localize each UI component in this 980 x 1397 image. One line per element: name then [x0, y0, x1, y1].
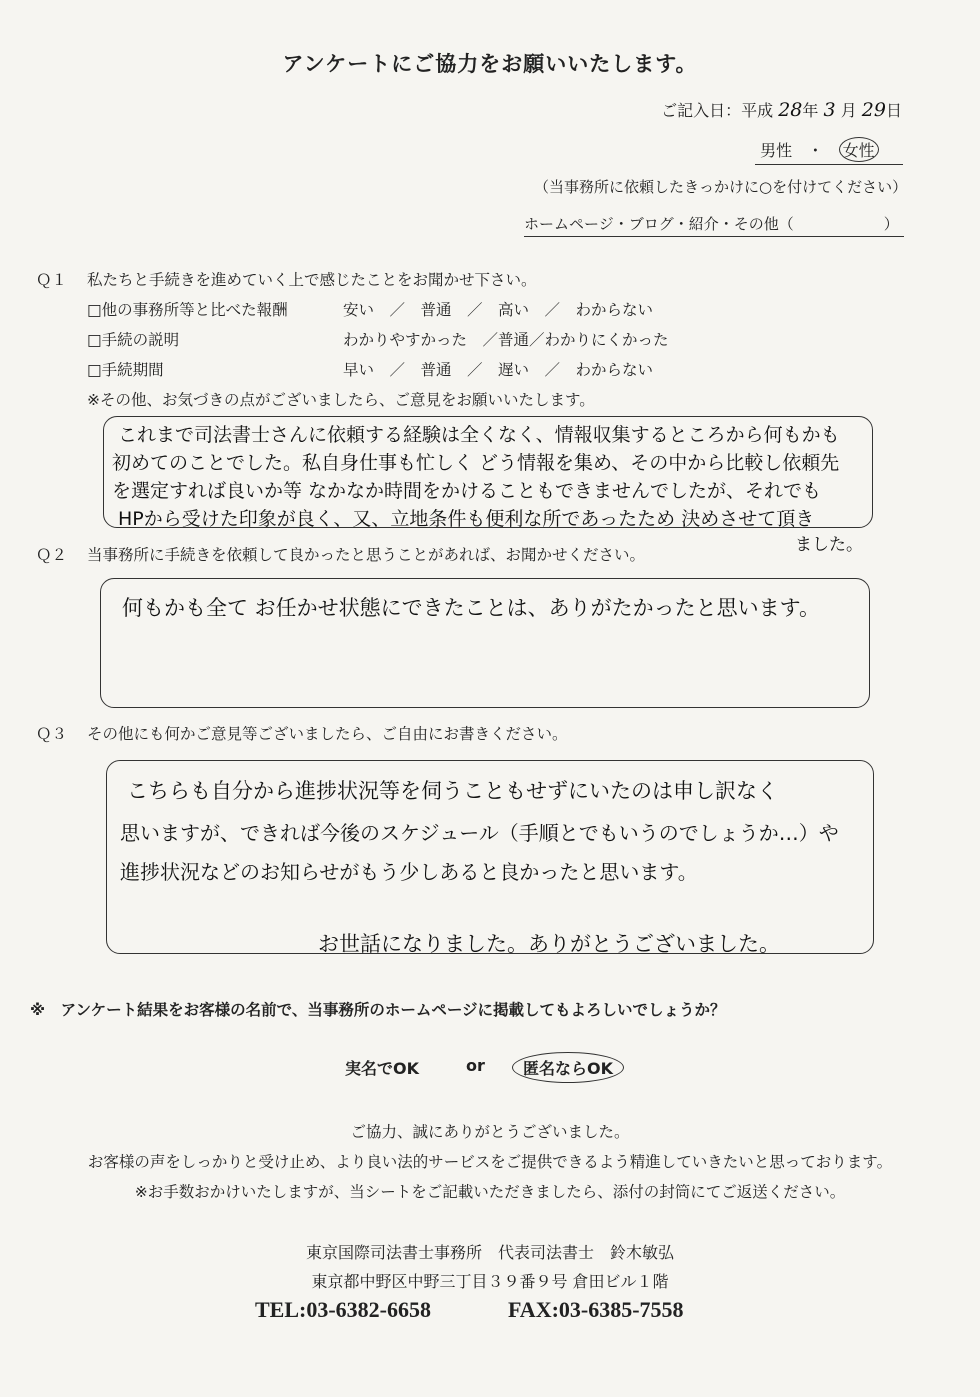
office-address: 東京都中野区中野三丁目３９番９号 倉田ビル１階 — [311, 1272, 669, 1291]
gender-male[interactable]: 男性 — [760, 141, 793, 160]
q3-answer-line: お世話になりました。ありがとうございました。 — [318, 932, 780, 956]
date-month-unit: 月 — [840, 101, 857, 120]
q1-fee-options[interactable]: 安い ／ 普通 ／ 高い ／ わからない — [343, 301, 654, 319]
gender-female-circled[interactable]: 女性 — [839, 137, 879, 162]
page-title: アンケートにご協力をお願いいたします。 — [282, 52, 698, 76]
q3-question: その他にも何かご意見等ございましたら、ご自由にお書きください。 — [87, 725, 568, 743]
referral-instruction: （当事務所に依頼したきっかけに○を付けてください） — [534, 178, 908, 196]
publish-question: ※ アンケート結果をお客様の名前で、当事務所のホームページに掲載してもよろしいでしょうか？ — [30, 1001, 726, 1019]
date-year-unit: 年 — [802, 101, 819, 120]
date-day[interactable]: 29 — [861, 99, 886, 121]
q1-explanation-options[interactable]: わかりやすかった ／普通／わかりにくかった — [343, 331, 669, 349]
gender-selector[interactable] — [755, 137, 903, 165]
publish-option-real[interactable]: 実名でOK — [345, 1059, 420, 1078]
q3-answer-line: こちらも自分から進捗状況等を伺うこともせずにいたのは申し訳なく — [127, 779, 778, 803]
publish-option-anon-circled[interactable]: 匿名ならOK — [512, 1052, 624, 1083]
q1-number: Ｑ１ — [36, 271, 68, 289]
gender-separator: ・ — [807, 141, 824, 160]
q1-answer-line: 初めてのことでした。私自身仕事も忙しく どう情報を集め、その中から比較し依頼先 — [112, 452, 840, 474]
q1-period-options[interactable]: 早い ／ 普通 ／ 遅い ／ わからない — [343, 361, 654, 379]
date-month[interactable]: 3 — [823, 99, 836, 121]
date-year[interactable]: 28 — [778, 99, 803, 121]
q1-explanation-label[interactable]: □手続の説明 — [87, 331, 180, 349]
q3-answer-line: 進捗状況などのお知らせがもう少しあると良かったと思います。 — [120, 860, 698, 884]
closing-message: お客様の声をしっかりと受け止め、より良い法的サービスをご提供できるよう精進していきたいと思っております。 — [87, 1153, 893, 1171]
q3-answer-line: 思いますが、できれば今後のスケジュール（手順とでもいうのでしょうか…）や — [120, 821, 839, 845]
q2-question: 当事務所に手続きを依頼して良かったと思うことがあれば、お聞かせください。 — [87, 546, 646, 564]
entry-date — [661, 98, 902, 121]
q1-fee-label[interactable]: □他の事務所等と比べた報酬 — [87, 301, 288, 319]
closing-return-note: ※お手数おかけいたしますが、当シートをご記載いただきましたら、添付の封筒にてご返送ください。 — [134, 1183, 846, 1201]
date-day-unit: 日 — [885, 101, 902, 120]
closing-thanks: ご協力、誠にありがとうございました。 — [350, 1123, 630, 1141]
q1-answer-line: ました。 — [795, 535, 863, 555]
q1-answer-line: HPから受けた印象が良く、又、立地条件も便利な所であったため 決めさせて頂き — [118, 508, 815, 530]
q2-answer-line: 何もかも全て お任かせ状態にできたことは、ありがたかったと思います。 — [122, 596, 820, 620]
q1-period-label[interactable]: □手続期間 — [87, 361, 164, 379]
q3-number: Ｑ３ — [36, 725, 68, 743]
q1-answer-line: これまで司法書士さんに依頼する経験は全くなく、情報収集するところから何もかも — [118, 424, 840, 446]
office-fax: FAX:03-6385-7558 — [508, 1297, 684, 1322]
publish-or: or — [466, 1056, 485, 1075]
q1-note: ※その他、お気づきの点がございましたら、ご意見をお願いいたします。 — [87, 391, 595, 409]
office-name: 東京国際司法書士事務所 代表司法書士 鈴木敏弘 — [305, 1243, 674, 1262]
q1-question: 私たちと手続きを進めていく上で感じたことをお聞かせ下さい。 — [87, 271, 537, 289]
referral-options[interactable]: ホームページ・ブログ・紹介・その他（ ） — [524, 213, 904, 237]
q1-answer-line: を選定すれば良いか等 なかなか時間をかけることもできませんでしたが、それでも — [112, 480, 822, 502]
office-tel: TEL:03-6382-6658 — [255, 1297, 431, 1322]
date-label: ご記入日：平成 — [661, 101, 774, 120]
q2-number: Ｑ２ — [36, 546, 68, 564]
